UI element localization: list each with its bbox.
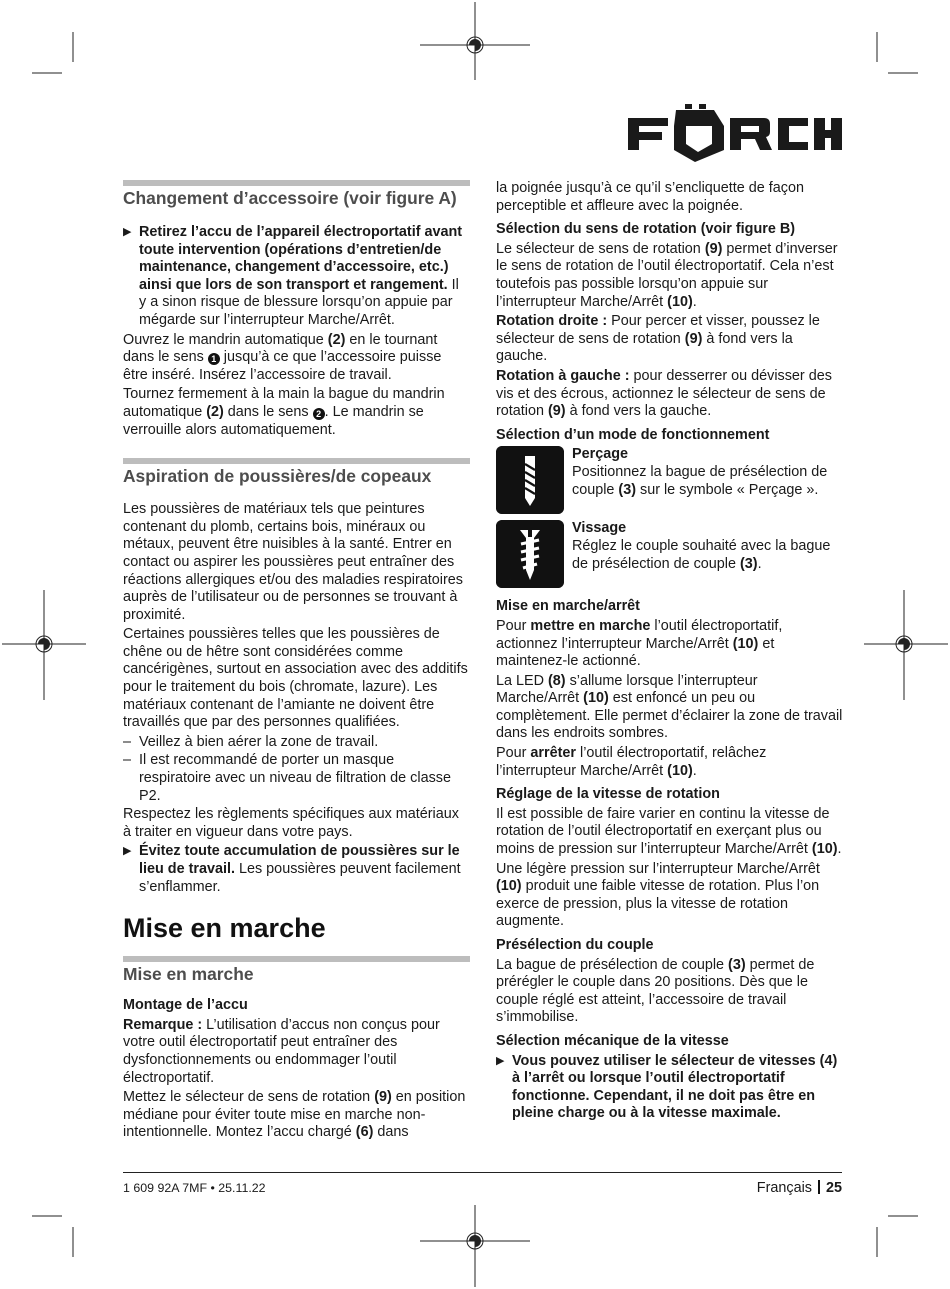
number-one-icon: 1 — [208, 353, 220, 365]
triangle-bullet-icon: ▶ — [123, 226, 132, 238]
page-footer — [123, 1172, 842, 1196]
page-number: 25 — [825, 1180, 842, 1196]
document-code: 1 609 92A 7MF • 25.11.22 — [123, 1181, 266, 1195]
left-column — [123, 180, 470, 1144]
mode-title-drilling: Perçage — [572, 446, 629, 463]
paragraph-rotation-direction: Le sélecteur de sens de rotation (9) permet d’inverser le sens de rotation de l’outil électroportatif. Cela n’est toutefois pas possible lorsqu’on appuie sur l’interrupteur Marche/Arrêt (10). — [496, 240, 838, 310]
number-two-icon: 2 — [313, 408, 325, 420]
mode-text-drilling: Positionnez la bague de présélection de couple (3) sur le symbole « Perçage ». — [572, 463, 828, 498]
heading-on-off: Mise en marche/arrêt — [496, 598, 640, 615]
heading-battery-install: Montage de l’accu — [123, 997, 248, 1014]
paragraph-speed-2: Une légère pression sur l’interrupteur Marche/Arrêt (10) produit une faible vitesse de rotation. Plus l’on exerce de pression, plus la vitesse de rotation augmente. — [496, 860, 820, 930]
drill-bit-icon — [496, 446, 564, 514]
triangle-bullet-icon: ▶ — [123, 845, 132, 858]
heading-operating-mode: Sélection d’un mode de fonctionnement — [496, 426, 770, 443]
paragraph-battery-cont: la poignée jusqu’à ce qu’il s’encliquette de façon perceptible et affleure avec la poignée. — [496, 180, 805, 214]
paragraph-close-chuck: Tournez fermement à la main la bague du mandrin automatique (2) dans le sens 2 . Le mandrin se verrouille alors automatiquement. — [123, 386, 445, 438]
paragraph-dust-2: Certaines poussières telles que les poussières de chêne ou de hêtre sont considérées comme cancérigènes, surtout en association avec des additifs pour le traitement du bois (chromate, lazure). Les matériaux contenant de l’amiante ne doivent être travaillés que par des personnes qualifiées. — [123, 626, 468, 731]
paragraph-open-chuck: Ouvrez le mandrin automatique (2) en le tournant dans le sens 1 jusqu’à ce que l’accessoire puisse être inséré. Insérez l’accessoire de travail. — [123, 331, 442, 383]
warning-bold: Retirez l’accu de l’appareil électroportatif avant toute intervention (opérations d’entretien/de maintenance, changement d’accessoire, etc.) ainsi que lors de son transport et rangement. — [139, 224, 463, 293]
mode-title-screwdriving: Vissage — [572, 520, 627, 537]
warning-text: Il y a sinon risque de blessure lorsqu’on appuie par mégarde sur l’interrupteur Marche/Arrêt. — [139, 276, 459, 328]
warning-bullet: ▶ Évitez toute accumulation de poussières sur le lieu de travail. Les poussières peuvent facilement s’enflammer. — [123, 843, 461, 895]
page-number-block — [757, 1180, 842, 1196]
heading-start-up: Mise en marche — [123, 913, 326, 944]
paragraph-switch-off: Pour arrêter l’outil électroportatif, relâchez l’interrupteur Marche/Arrêt (10). — [496, 745, 767, 779]
paragraph-note: Remarque : L’utilisation d’accus non conçus pour votre outil électroportatif peut entraîner des dysfonctionnements ou endommager l’outil électroportatif. — [123, 1016, 440, 1086]
screw-icon — [496, 520, 564, 588]
paragraph-dust-1: Les poussières de matériaux tels que peintures contenant du plomb, certains bois, minéraux ou métaux, peuvent être nuisibles à la santé. Entrer en contact ou aspirer les poussières peut entraîner des réactions allergiques et/ou des maladies respiratoires auprès de l’utilisateur ou de personnes se trouvant à proximité. — [123, 501, 463, 623]
paragraph-right-rotation: Rotation droite : Pour percer et visser, poussez le sélecteur de sens de rotation (9) à fond vers la gauche. — [496, 313, 820, 365]
heading-torque: Présélection du couple — [496, 937, 654, 953]
paragraph-dust-3: Respectez les règlements spécifiques aux matériaux à traiter en vigueur dans votre pays. — [123, 806, 459, 840]
paragraph-switch-on: Pour mettre en marche l’outil électroportatif, actionnez l’interrupteur Marche/Arrêt (10) et maintenez-le actionné. — [496, 617, 783, 670]
heading-gear-selection: Sélection mécanique de la vitesse — [496, 1032, 729, 1049]
heading-dust-extraction: Aspiration de poussières/de copeaux — [123, 458, 470, 489]
heading-rotation-direction: Sélection du sens de rotation (voir figure B) — [496, 221, 796, 238]
warning-bullet: ▶ Vous pouvez utiliser le sélecteur de vitesses (4) à l’arrêt ou lorsque l’outil électroportatif fonctionne. Cependant, il ne doit pas être en pleine charge ou à la vitesse maximale. — [496, 1052, 838, 1122]
warning-bullet — [123, 224, 470, 330]
paragraph-speed-1: Il est possible de faire varier en continu la vitesse de rotation de l’outil électroportatif en exerçant plus ou moins de pression sur l’interrupteur Marche/Arrêt (10). — [496, 805, 842, 858]
paragraph-left-rotation: Rotation à gauche : pour desserrer ou dévisser des vis et des écrous, actionnez le sélecteur de sens de rotation (9) à fond vers la gauche. — [496, 367, 832, 420]
paragraph-battery: Mettez le sélecteur de sens de rotation (9) en position médiane pour éviter toute mise en marche non-intentionnelle. Montez l’accu chargé (6) dans — [123, 1089, 466, 1141]
forch-logo — [628, 104, 842, 164]
heading-accessory-change: Changement d’accessoire (voir figure A) — [123, 180, 470, 211]
mode-drilling — [496, 446, 844, 514]
mode-screwdriving — [496, 520, 844, 588]
mode-text-screwdriving: Réglez le couple souhaité avec la bague de présélection de couple (3). — [572, 537, 831, 572]
triangle-bullet-icon: ▶ — [496, 1054, 505, 1067]
list-item: – Il est recommandé de porter un masque respiratoire avec un niveau de filtration de classe P2. — [123, 752, 451, 804]
heading-speed-control: Réglage de la vitesse de rotation — [496, 786, 720, 803]
paragraph-torque: La bague de présélection de couple (3) permet de prérégler le couple dans 20 positions. Dès que le couple réglé est atteint, l’accessoire de travail s’immobilise. — [496, 956, 815, 1026]
list-item: – Veillez à bien aérer la zone de travail. — [123, 733, 379, 750]
right-column — [496, 180, 844, 1125]
paragraph-led: La LED (8) s’allume lorsque l’interrupteur Marche/Arrêt (10) est enfoncé un peu ou complètement. Elle permet d’éclairer la zone de travail dans les endroits sombres. — [496, 672, 843, 742]
subheading-start-up: Mise en marche — [123, 956, 470, 989]
language-label: Français — [756, 1180, 812, 1196]
